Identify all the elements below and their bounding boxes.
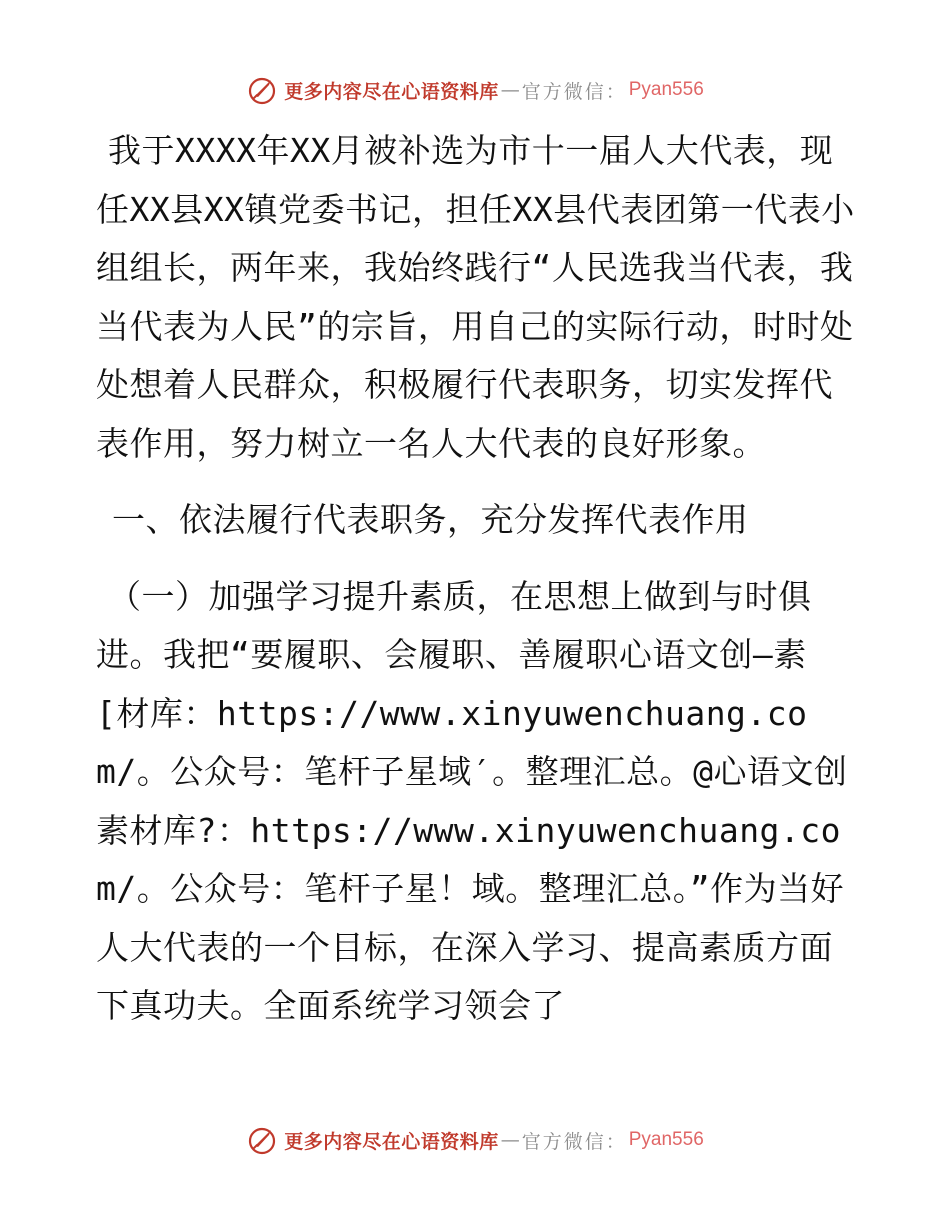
subsection-paragraph: （一）加强学习提升素质，在思想上做到与时俱进。我把“要履职、会履职、善履职心语文创—素[材库：https://www.xinyuwenchuang.com/。公众号：笔杆子星域′。整理汇总。@心语文创素材库?：https://www.xinyuwenchuang.com/。公众号：笔杆子星！域。整理汇总。”作为当好人大代表的一个目标，在深入学习、提高素质方面下真功夫。全面系统学习领会了 (96, 576, 848, 1025)
quill-logo-icon (246, 74, 278, 106)
header-banner-sub: 官方微信： (521, 80, 627, 103)
header-banner-dash: — (500, 79, 520, 101)
intro-paragraph: 我于XXXX年XX月被补选为市十一届人大代表，现任XX县XX镇党委书记，担任XX县代表团第一代表小组组长，两年来，我始终践行“人民选我当代表，我当代表为人民”的宗旨，用自己的实际行动，时时处处想着人民群众，积极履行代表职务，切实发挥代表作用，努力树立一名人大代表的良好形象。 (96, 131, 855, 463)
header-watermark-banner (0, 70, 950, 110)
section-heading: 一、依法履行代表职务，充分发挥代表作用 (112, 500, 749, 539)
header-wechat-id: Pyan556 (628, 79, 704, 100)
footer-watermark-banner (0, 1120, 950, 1160)
footer-wechat-id: Pyan556 (628, 1129, 704, 1150)
footer-banner-dash: — (500, 1129, 520, 1151)
header-banner-main: 更多内容尽在心语资料库 (284, 80, 499, 103)
document-body (96, 122, 856, 1036)
footer-banner-main: 更多内容尽在心语资料库 (284, 1130, 499, 1153)
quill-logo-icon (246, 1124, 278, 1156)
footer-banner-sub: 官方微信： (521, 1130, 627, 1153)
